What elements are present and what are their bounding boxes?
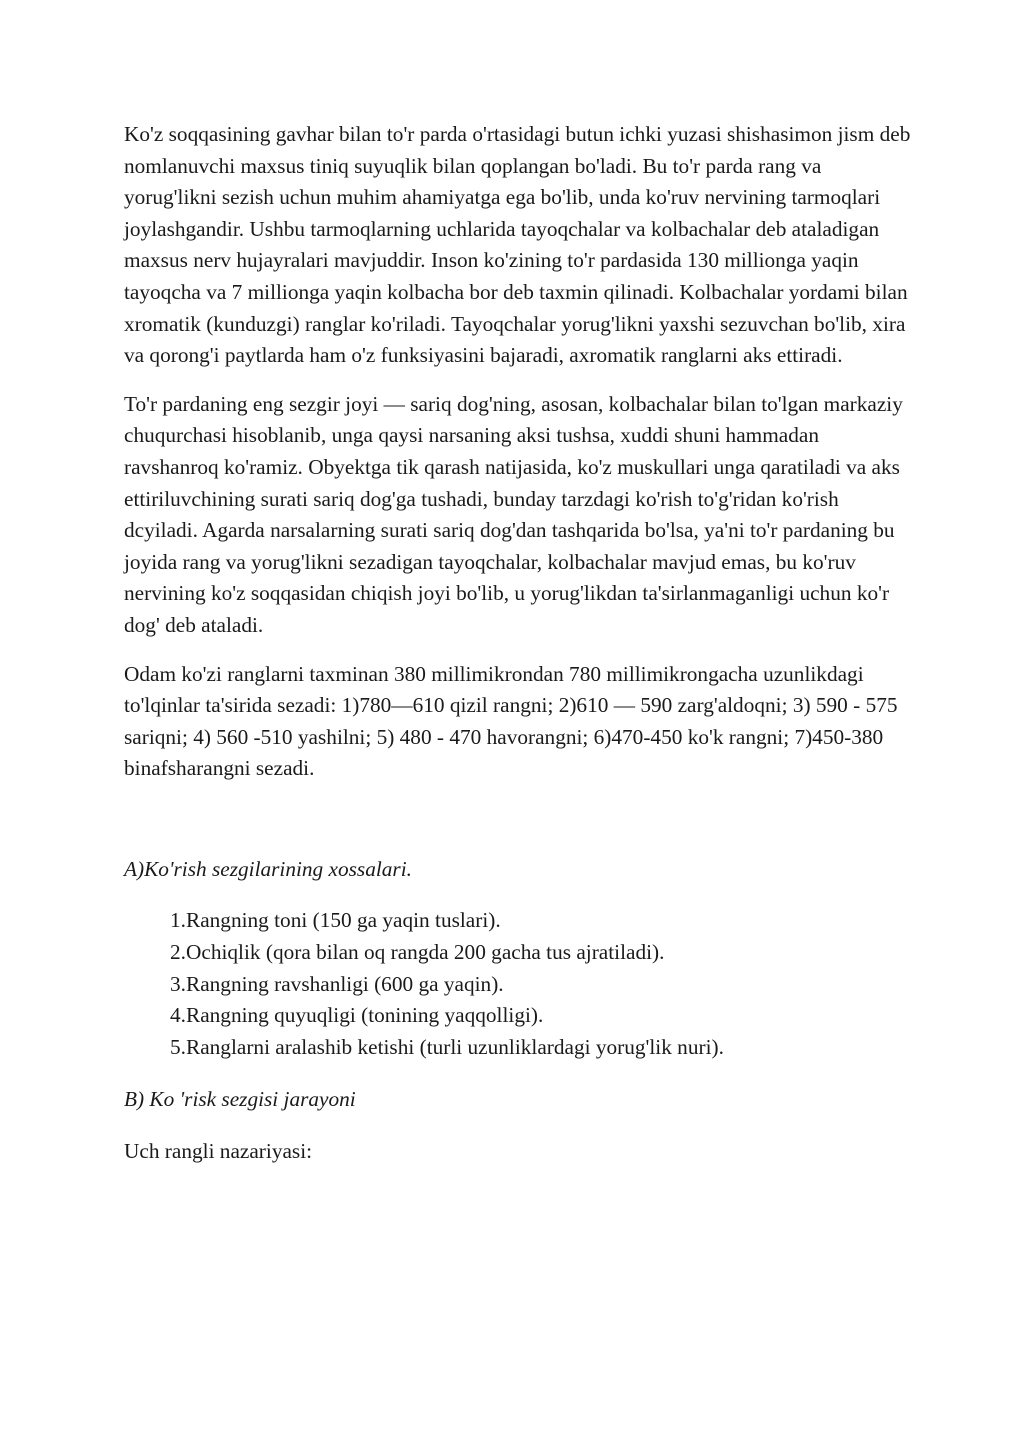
document-page bbox=[124, 119, 914, 1185]
list-item-text: Rangning toni (150 ga yaqin tuslari). bbox=[186, 908, 501, 933]
paragraph-wavelengths: Odam ko'zi ranglarni taxminan 380 millimikrondan 780 millimikrongacha uzunlikdagi to'lqinlar ta'sirida sezadi: 1)780—610 qizil rangni; 2)610 — 590 zarg'aldoqni; 3) 590 - 575 sariqni; 4) 560 -510 yashilni; 5) 480 - 470 havorangni; 6)470-450 ko'k rangni; 7)450-380 binafsharangni sezadi. bbox=[124, 661, 898, 781]
list-item-number: 1. bbox=[170, 908, 186, 933]
list-item-text: Ochiqlik (qora bilan oq rangda 200 gacha tus ajratiladi). bbox=[186, 940, 665, 965]
list-item-text: Rangning ravshanligi (600 ga yaqin). bbox=[186, 971, 504, 996]
section-heading-a: A)Ko'rish sezgilarining xossalari. bbox=[124, 856, 412, 881]
closing-line: Uch rangli nazariyasi: bbox=[124, 1139, 313, 1164]
list-item-number: 5. bbox=[170, 1034, 186, 1059]
list-item-text: Rangning quyuqligi (tonining yaqqolligi). bbox=[186, 1003, 544, 1028]
properties-list bbox=[124, 905, 914, 1063]
paragraph-yellow-spot: To'r pardaning eng sezgir joyi — sariq dog'ning, asosan, kolbachalar bilan to'lgan markaziy chuqurchasi hisoblanib, unga qaysi narsaning aksi tushsa, xuddi shuni hammadan ravshanroq ko'ramiz. Obyektga tik qarash natijasida, ko'z muskullari unga qaratiladi va aks ettiriluvchining surati sariq dog'ga tushadi, bunday tarzdagi ko'rish to'g'ridan ko'rish dcyiladi. Agarda narsalarning surati sariq dog'dan tashqarida bo'lsa, ya'ni to'r pardaning bu joyida rang va yorug'likni sezadigan tayoqchalar, kolbachalar mavjud emas, bu ko'ruv nervining ko'z soqqasidan chiqish joyi bo'lib, u yorug'likdan ta'sirlanmaganligi uchun ko'r dog' deb ataladi. bbox=[124, 391, 903, 637]
list-item bbox=[124, 1032, 914, 1064]
section-heading-b: B) Ko 'risk sezgisi jarayoni bbox=[124, 1087, 356, 1112]
list-item-number: 4. bbox=[170, 1003, 186, 1028]
list-item bbox=[124, 969, 914, 1001]
list-item-text: Ranglarni aralashib ketishi (turli uzunliklardagi yorug'lik nuri). bbox=[186, 1034, 724, 1059]
paragraph-retina-structure: Ko'z soqqasining gavhar bilan to'r parda o'rtasidagi butun ichki yuzasi shishasimon jism deb nomlanuvchi maxsus tiniq suyuqlik bilan qoplangan bo'ladi. Bu to'r parda rang va yorug'likni sezish uchun muhim ahamiyatga ega bo'lib, unda ko'ruv nervining tarmoqlari joylashgandir. Ushbu tarmoqlarning uchlarida tayoqchalar va kolbachalar deb ataladigan maxsus nerv hujayralari mavjuddir. Inson ko'zining to'r pardasida 130 millionga yaqin tayoqcha va 7 millionga yaqin kolbacha bor deb taxmin qilinadi. Kolbachalar yordami bilan xromatik (kunduzgi) ranglar ko'riladi. Tayoqchalar yorug'likni yaxshi sezuvchan bo'lib, xira va qorong'i paytlarda ham o'z funksiyasini bajaradi, axromatik ranglarni aks ettiradi. bbox=[124, 122, 911, 368]
list-item bbox=[124, 905, 914, 937]
list-item-number: 2. bbox=[170, 940, 186, 965]
blank-spacer bbox=[124, 802, 914, 854]
list-item bbox=[124, 1000, 914, 1032]
list-item bbox=[124, 937, 914, 969]
list-item-number: 3. bbox=[170, 971, 186, 996]
